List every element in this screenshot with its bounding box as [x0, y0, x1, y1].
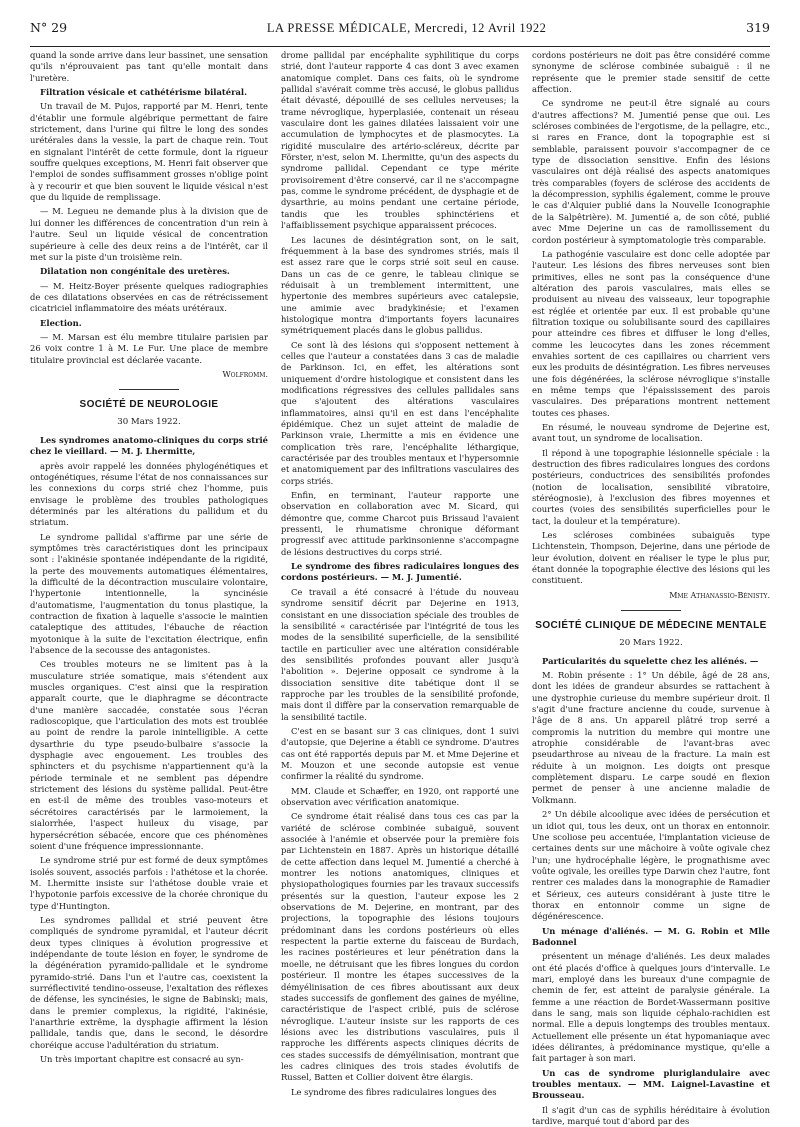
page-header [30, 20, 770, 47]
paragraph: — M. Legueu ne demande plus à la division que de lui donner les différences de concentration d'un rein à l'autre. Seul un liquide vésical de concentration supérieure à celle des deux reins a de l'intérêt, car il met sur la piste d'un troisième rein. [30, 206, 268, 262]
divider [119, 389, 179, 390]
paragraph: quand la sonde arrive dans leur bassinet, une sensation qu'ils n'éprouvaient pas tant qu'elle montait dans l'uretère. [30, 50, 268, 83]
paragraph: — M. Marsan est élu membre titulaire parisien par 26 voix contre 1 à M. Le Fur. Une place de membre titulaire provincial est déclarée vacante. [30, 331, 268, 365]
paragraph: Un travail de M. Pujos, rapporté par M. Henri, tente d'établir une formule algébrique permettant de faire strictement, dans l'urine qui filtre le long des sondes urétérales dans la vessie, la part de chaque rein. Tout en signalant l'intérêt de cette formule, dont la rigueur souffre quelques exceptions, M. Henri fait observer que l'emploi de sondes suffisamment grosses n'oblige point à y recourir et que bien souvent le liquide vésical n'est que du liquide de remplissage. [30, 101, 268, 203]
paragraph: après avoir rappelé les données phylogénétiques et ontogénétiques, résume l'état de nos connaissances sur les connexions du corps strié chez l'homme, puis envisage le problème des troubles pathologiques déterminés par les altérations du pallidum et du striatum. [30, 460, 268, 528]
paragraph: Le syndrome strié pur est formé de deux symptômes isolés souvent, associés parfois : l'athétose et la chorée. M. Lhermitte insiste sur l'athétose double vraie et l'hypotonie parfois excessive de la chorée chronique du type d'Huntington. [30, 855, 268, 911]
subheading: Dilatation non congénitale des uretères. [40, 266, 230, 277]
paragraph: Ce syndrome était réalisé dans tous ces cas par la variété de sclérose combinée subaiguë, souvent associée à l'anémie et observée pour la première fois par Lichtenstein en 1887. Après un historique détaillé de cette affection dans lequel M. Jumentié a cherché à montrer les notions anatomiques, cliniques et physiopathologiques fournies par les travaux successifs présentés sur la question, l'auteur expose les 2 observations de M. Dejerine, en montrant, par des projections, la topographie des lésions toujours prédominant dans les cordons postérieurs où elles respectent la partie externe du faisceau de Burdach, les racines postérieures et leur pénétration dans la moelle, ne détruisant que les fibres longues du cordon postérieur. Il montre les étapes successives de la démyélinisation de ces fibres aboutissant aux deux stades successifs de gonflement des gaines de myéline, caractéristique de l'aspect criblé, puis de sclérose névroglique. L'auteur insiste sur les rapports de ces lésions avec les distributions vasculaires, puis il rapproche les différents aspects cliniques décrits de ces stades successifs de démyélinisation, montrant que les cadres cliniques des trois stades évolutifs de Russel, Batten et Collier doivent être élargis. [281, 811, 519, 1083]
issue-number: N° 29 [30, 20, 68, 35]
paragraph: Il s'agit d'un cas de syphilis héréditaire à évolution tardive, marqué tout d'abord par des [532, 1104, 770, 1127]
paragraph: En résumé, le nouveau syndrome de Dejerine est, avant tout, un syndrome de localisation. [532, 422, 770, 444]
subheading: Particularités du squelette chez les aliénés. — [542, 655, 759, 666]
paragraph: MM. Claude et Schæffer, en 1920, ont rapporté une observation avec vérification anatomique. [281, 785, 519, 807]
paragraph: Il répond à une topographie lésionnelle spéciale : la destruction des fibres radiculaires longues des cordons postérieurs, conductrices des sensibilités profondes (notion de localisation, sensibilité vibratoire, stéréognosie), à l'exclusion des fibres moyennes et courtes (voies des sensibilités superficielles pour le tact, la douleur et la température). [532, 447, 770, 526]
author-signature: Mme Athanassio-Bénisty. [669, 590, 770, 600]
paragraph: cordons postérieurs ne doit pas être considéré comme synonyme de sclérose combinée subaiguë : il ne représente que le premier stade sensitif de cette affection. [532, 50, 770, 95]
section-title: SOCIÉTÉ CLINIQUE DE MÉDECINE MENTALE [535, 619, 767, 631]
subheading: Election. [40, 317, 82, 328]
journal-title: LA PRESSE MÉDICALE, Mercredi, 12 Avril 1922 [266, 21, 547, 35]
section-title: SOCIÉTÉ DE NEUROLOGIE [79, 398, 219, 410]
subheading: Les syndromes anatomo-cliniques du corps strié chez le vieillard. — M. J. Lhermitte, [30, 434, 268, 457]
section-date: 30 Mars 1922. [117, 417, 181, 428]
paragraph: Ce sont là des lésions qui s'opposent nettement à celles que l'auteur a constatées dans 3 cas de maladie de Parkinson. Ici, en effet, les altérations sont uniquement d'ordre histologique et consistent dans les modifications régressives des cellules pallidales sans que s'ajoutent des altérations vasculaires inflammatoires, ainsi qu'il en est dans l'encéphalite épidémique. Chez un sujet atteint de maladie de Parkinson vraie, Lhermitte a mis en évidence une complication très rare, l'encéphalite léthargique, caractérisée par des troubles mentaux et l'hypersomnie et anatomiquement par des infiltrations vasculaires des corps striés. [281, 339, 519, 486]
subheading: Filtration vésicale et cathétérisme bilatéral. [40, 87, 248, 98]
subheading: Un ménage d'aliénés. — M. G. Robin et Mlle Badonnel [532, 925, 770, 947]
paragraph: présentent un ménage d'aliénés. Les deux malades ont été placés d'office à quelques jours d'intervalle. Le mari, employé dans les bureaux d'une compagnie de chemin de fer, est atteint de paralysie générale. La femme a une réaction de Bordet-Wassermann positive dans le sang, mais son liquide céphalo-rachidien est normal. Elle a depuis longtemps des troubles mentaux. Actuellement elle présente un état hypomaniaque avec idées délirantes, à prédominance mystique, qu'elle a fait partager à son mari. [532, 951, 770, 1064]
page-number: 319 [746, 20, 770, 35]
column-1 [30, 50, 268, 1070]
paragraph: Le syndrome des fibres radiculaires longues des [291, 1086, 497, 1097]
author-signature: Wolfromm. [222, 369, 268, 379]
paragraph: drome pallidal par encéphalite syphilitique du corps strié, dont l'auteur rapporte 4 cas dont 3 avec examen anatomique complet. Dans ces faits, où le syndrome pallidal s'avérait comme très accusé, le globus pallidus était dévasté, dépouillé de ses cellules nerveuses; la trame névroglique, hyperplasiée, contenait un réseau vasculaire dont les gaines dilatées laissaient voir une accumulation de lymphocytes et de plasmocytes. La rigidité musculaire des artério-scléreux, décrite par Förster, n'est, selon M. Lhermitte, qu'un des aspects du syndrome pallidal. Cependant ce type mérite provisoirement d'être conservé, car il ne s'accompagne pas, comme le syndrome précédent, de dysphagie et de dysarthrie, au moins pendant une certaine période, tandis que les troubles sphinctériens et l'affaiblissement psychique apparaissent précoces. [281, 50, 519, 231]
divider [621, 610, 681, 611]
paragraph: Le syndrome pallidal s'affirme par une série de symptômes très caractéristiques dont les principaux sont : l'akinésie spontanée indépendante de la rigidité, la perte des mouvements automatiques élémentaires, la difficulté de la décontraction musculaire volontaire, l'hypertonie intentionnelle, la syncinésie d'automatisme, l'augmentation du tonus plastique, la contraction de fixation à laquelle s'associe le maintien cataleptique des attitudes, l'ébauche de réaction myotonique à la suite de l'excitation électrique, enfin l'absence de la secousse des antagonistes. [30, 531, 268, 656]
subheading: Le syndrome des fibres radiculaires longues des cordons postérieurs. — M. J. Jumentié. [281, 561, 519, 583]
paragraph: Ce syndrome ne peut-il être signalé au cours d'autres affections? M. Jumentié pense que oui. Les scléroses combinées de l'ergotisme, de la pellagre, etc., si rares en France, dont la topographie est si semblable, paraissent pouvoir s'accompagner de ce type de dissociation sensitive. Enfin des lésions vasculaires ont déjà réalisé des aspects anatomiques très comparables (foyers de sclérose des accidents de la décompression, syphilis également, comme le prouve le cas d'Alquier publié dans la Nouvelle Iconographie de la Salpêtrière). M. Jumentié a, de son côté, publié avec Mme Dejerine un cas de ramollissement du cordon postérieur à symptomatologie très comparable. [532, 98, 770, 245]
paragraph: Ce travail a été consacré à l'étude du nouveau syndrome sensitif décrit par Dejerine en 1913, consistant en une dissociation spéciale des troubles de la sensibilité « caractérisée par l'intégrité de tous les modes de la sensibilité superficielle, de la sensibilité tactile en particulier avec une altération considérable des sensibilités profondes pouvant aller jusqu'à l'abolition ». Dejerine opposait ce syndrome à la dissociation sensitive dite tabétique dont il se rapproche par les troubles de la sensibilité profonde, mais dont il diffère par la conservation remarquable de la sensibilité tactile. [281, 586, 519, 722]
paragraph: Les lacunes de désintégration sont, on le sait, fréquemment à la base des syndromes striés, mais il est assez rare que le corps strié soit seul en cause. Dans un cas de ce genre, le tableau clinique se réduisait à un tremblement intermittent, une hypertonie des membres supérieurs avec catalepsie, une amimie avec bradykinésie; et l'examen histologique montra d'importants foyers lacunaires symétriquement placés dans le globus pallidus. [281, 234, 519, 336]
paragraph: Les syndromes pallidal et strié peuvent être compliqués de syndrome pyramidal, et l'auteur décrit deux types cliniques à évolution progressive et indépendante de toute lésion en foyer, le syndrome de la dégénération pyramido-pallidale et le syndrome pyramido-strié. Dans l'un et l'autre cas, coexistent la surréflectivité tendino-osseuse, l'exaltation des réflexes de défense, les syncinésies, le signe de Babinski; mais, dans le premier complexus, la rigidité, l'akinésie, l'anarthrie extrême, la dysphagie affirment la lésion pallidale, tandis que, dans le second, le désordre choréique accuse l'adultération du striatum. [30, 914, 268, 1050]
paragraph: 2° Un débile alcoolique avec idées de persécution et un idiot qui, tous les deux, ont un thorax en entonnoir. Une scoliose peu accentuée, l'implantation vicieuse de certaines dents sur une mâchoire à voûte ogivale chez l'un; une hydrocéphalie légère, le prognathisme avec voûte ogivale, les oreilles type Darwin chez l'autre, font rentrer ces malades dans la monographie de Ramadier et Sérieux, ces auteurs considérant à juste titre le thorax en entonnoir comme un signe de dégénérescence. [532, 809, 770, 922]
article-columns [30, 50, 770, 1127]
paragraph: Les scléroses combinées subaiguës type Lichtenstein, Thompson, Dejerine, dans une période de leur évolution, doivent en réaliser le type le plus pur, étant donnée la topographie élective des lésions qui les constituent. [532, 530, 770, 586]
column-3 [532, 50, 770, 1127]
paragraph: Ces troubles moteurs ne se limitent pas à la musculature striée somatique, mais s'étendent aux muscles organiques. C'est ainsi que la respiration apparaît courte, que le diaphragme se décontracte d'une manière saccadée, constatée sous l'écran radioscopique, que l'articulation des mots est troublée au point de rendre la parole inintelligible. A cette dysarthrie du type pseudo-bulbaire s'associe la dysphagie avec engouement. Les troubles des sphincters et du psychisme n'appartiennent qu'à la période terminale et ne semblent pas dépendre strictement des lésions du système pallidal. Peut-être en est-il de même des troubles vaso-moteurs et sécrétoires caractérisés par le larmoiement, la sialorrhée, l'aspect huileux du visage, par hypersécrétion sébacée, encore que ces phénomènes soient d'une fréquence impressionnante. [30, 659, 268, 851]
paragraph: C'est en se basant sur 3 cas cliniques, dont 1 suivi d'autopsie, que Dejerine a établi ce syndrome. D'autres cas ont été rapportés depuis par M. et Mme Dejerine et M. Mouzon et une seconde autopsie est venue confirmer la réalité du syndrome. [281, 725, 519, 782]
paragraph: — M. Heitz-Boyer présente quelques radiographies de ces dilatations observées en cas de rétrécissement cicatriciel inflammatoire des méats urétéraux. [30, 280, 268, 314]
section-date: 20 Mars 1922. [619, 638, 683, 649]
paragraph: M. Robin présente : 1° Un débile, âgé de 28 ans, dont les idées de grandeur absurdes se rattachent à une dystrophie curieuse du membre supérieur droit. Il s'agit d'une fracture ancienne du coude, survenue à l'âge de 8 ans. Un appareil plâtré trop serré a compromis la nutrition du membre qui montre une atrophie considérable de l'avant-bras avec pseudarthrose au niveau de la fracture. La main est réduite à un moignon. Les doigts ont presque complètement disparu. Le carpe soudé en flexion permet de penser à une ancienne maladie de Volkmann. [532, 670, 770, 805]
column-2 [281, 50, 519, 1097]
paragraph: La pathogénie vasculaire est donc celle adoptée par l'auteur. Les lésions des fibres nerveuses sont bien primitives, elles ne sont pas la conséquence d'une altération des parois vasculaires, mais elles se produisent au niveau des vaisseaux, leur topographie est réglée et orientée par eux. Il est probable qu'une filtration toxique ou solubilisante sourd des capillaires pour atteindre ces fibres et diffuser le long d'elles, comme les leucocytes dans les zones récemment envahies sortent de ces capillaires ou charrient vers eux les produits de désintégration. Les fibres nerveuses une fois dégénérées, la sclérose névroglique s'installe en même temps que l'épaississement des parois vasculaires. Des préparations montrent nettement toutes ces phases. [532, 248, 770, 418]
subheading: Un cas de syndrome pluriglandulaire avec troubles mentaux. — MM. Laignel-Lavastine et Brousseau. [532, 1067, 770, 1101]
paragraph: Un très important chapitre est consacré au syn- [40, 1054, 244, 1065]
paragraph: Enfin, en terminant, l'auteur rapporte une observation en collaboration avec M. Sicard, qui démontre que, comme Charcot puis Brissaud l'avaient pressenti, le rhumatisme chronique déformant progressif avec attitude parkinsonienne s'accompagne de lésions destructives du corps strié. [281, 490, 519, 557]
